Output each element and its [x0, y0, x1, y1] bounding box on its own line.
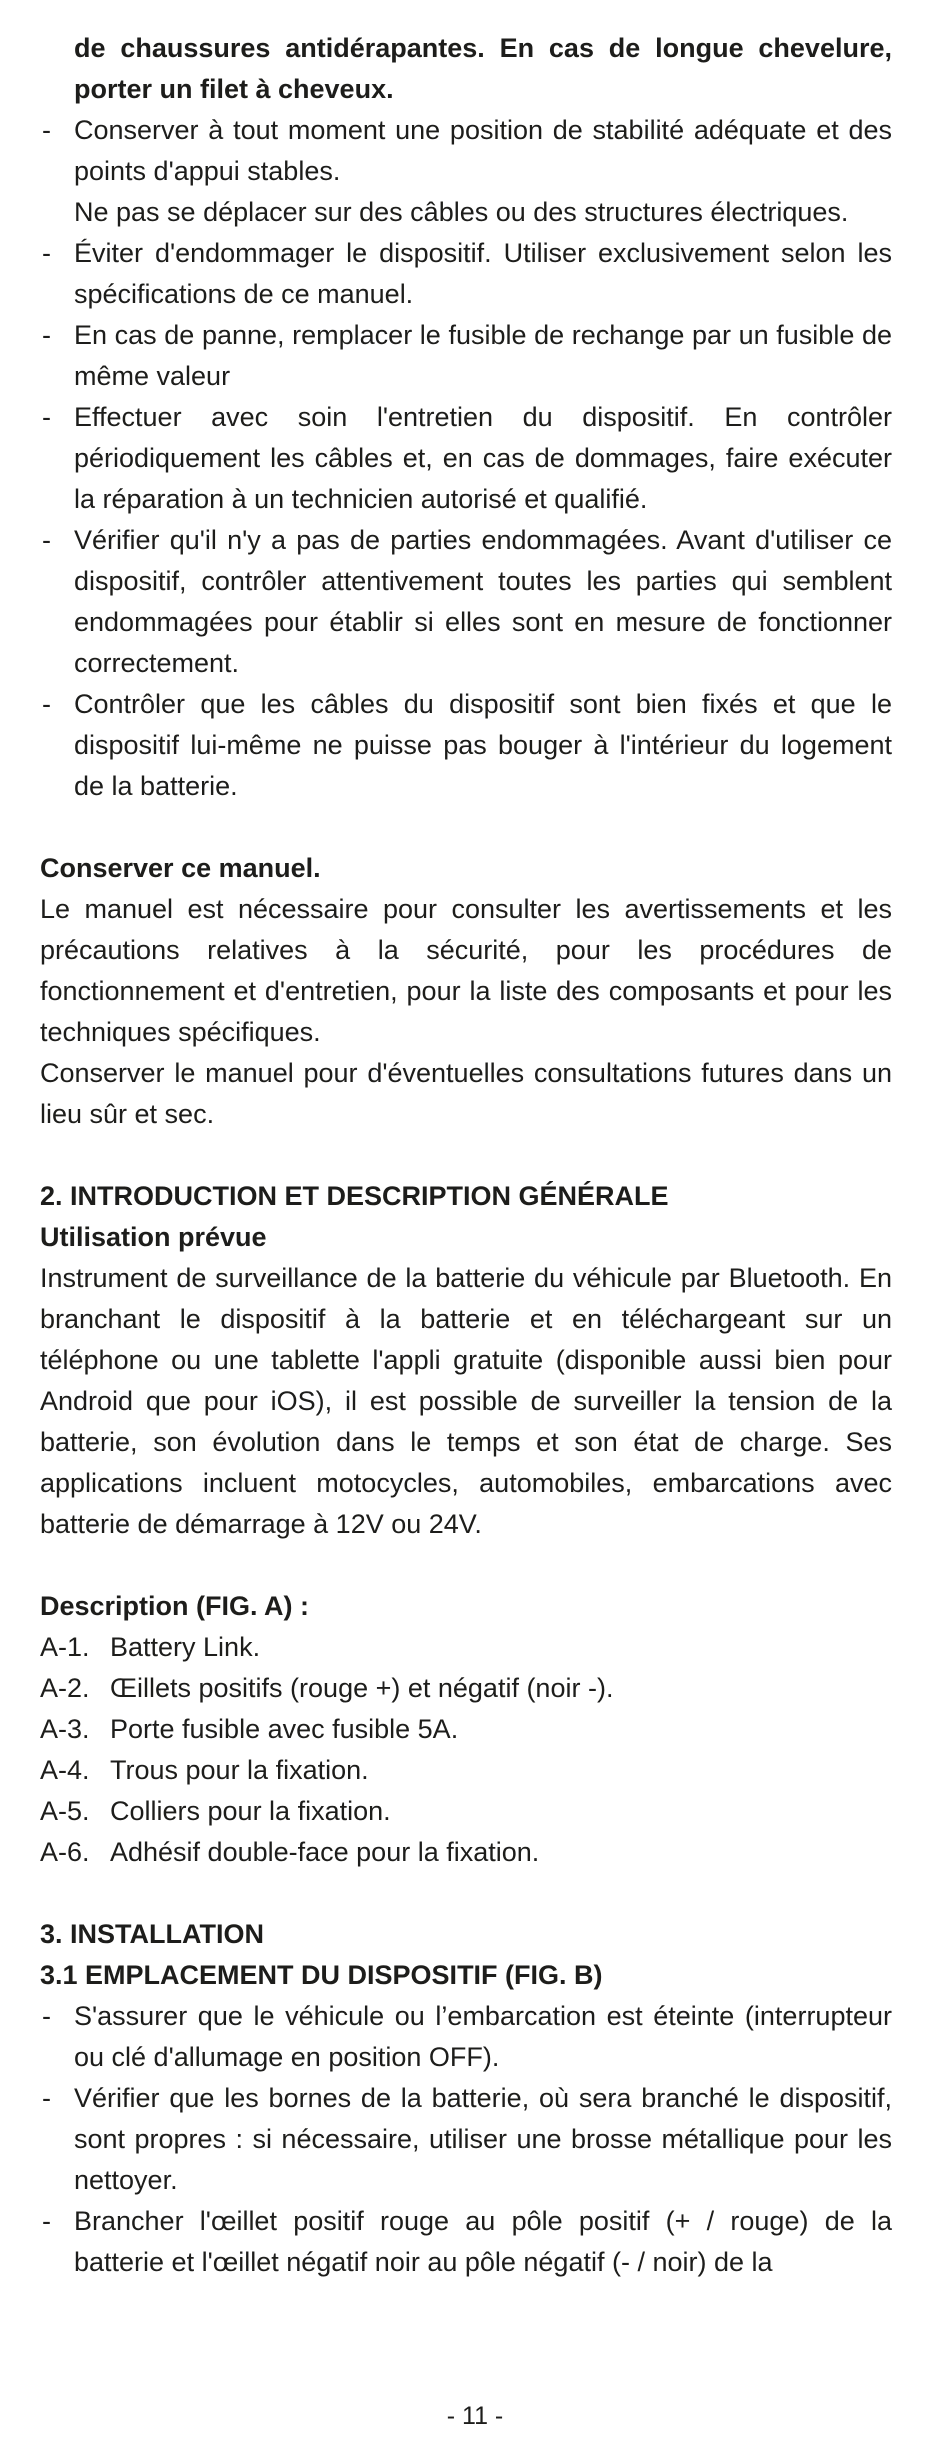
manual-page — [40, 28, 892, 2283]
list-item — [40, 315, 892, 397]
manual-heading: Conserver ce manuel. — [40, 853, 321, 883]
spacer — [40, 1873, 892, 1914]
list-item-text: Effectuer avec soin l'entretien du dispositif. En contrôler périodiquement les câbles et, en cas de dommages, faire exécuter la réparation à un technicien autorisé et qualifié. — [74, 402, 892, 514]
list-dash: - — [42, 320, 51, 350]
manual-paragraph: Le manuel est nécessaire pour consulter les avertissements et les précautions relatives à la sécurité, pour les procédures de fonctionnement et d'entretien, pour la liste des composants et pour les techniques spécifiques. — [40, 894, 892, 1047]
list-dash: - — [42, 115, 51, 145]
subsection-heading: 3.1 EMPLACEMENT DU DISPOSITIF (FIG. B) — [40, 1960, 603, 1990]
list-item — [40, 233, 892, 315]
list-item-extra: Ne pas se déplacer sur des câbles ou des structures électriques. — [74, 197, 849, 227]
description-heading: Description (FIG. A) : — [40, 1591, 309, 1621]
description-item — [40, 1668, 892, 1709]
list-dash: - — [42, 402, 51, 432]
list-item-text: En cas de panne, remplacer le fusible de rechange par un fusible de même valeur — [74, 320, 892, 391]
list-item-text: S'assurer que le véhicule ou l’embarcation est éteinte (interrupteur ou clé d'allumage en position OFF). — [74, 2001, 892, 2072]
list-item — [40, 1996, 892, 2078]
list-item-text: Conserver à tout moment une position de stabilité adéquate et des points d'appui stables. — [74, 115, 892, 186]
list-item-text: Vérifier que les bornes de la batterie, où sera branché le dispositif, sont propres : si nécessaire, utiliser une brosse métallique pour les nettoyer. — [74, 2083, 892, 2195]
description-code: A-1. — [40, 1632, 90, 1662]
description-item — [40, 1627, 892, 1668]
list-dash: - — [42, 2083, 51, 2113]
description-item — [40, 1709, 892, 1750]
spacer — [40, 1135, 892, 1176]
list-dash: - — [42, 2001, 51, 2031]
description-item — [40, 1832, 892, 1873]
list-dash: - — [42, 2206, 51, 2236]
description-code: A-6. — [40, 1837, 90, 1867]
list-item-text: Éviter d'endommager le dispositif. Utiliser exclusivement selon les spécifications de ce manuel. — [74, 238, 892, 309]
spacer — [40, 1545, 892, 1586]
description-code: A-3. — [40, 1714, 90, 1744]
safety-continuation: de chaussures antidérapantes. En cas de longue chevelure, porter un filet à cheveux. — [74, 33, 892, 104]
list-dash: - — [42, 689, 51, 719]
list-dash: - — [42, 525, 51, 555]
page-number: - 11 - — [446, 2402, 504, 2430]
description-item — [40, 1750, 892, 1791]
description-code: A-4. — [40, 1755, 90, 1785]
list-dash: - — [42, 238, 51, 268]
description-code: A-5. — [40, 1796, 90, 1826]
list-item-text: Brancher l'œillet positif rouge au pôle positif (+ / rouge) de la batterie et l'œillet négatif noir au pôle négatif (- / noir) de la — [74, 2206, 892, 2277]
list-item — [40, 110, 892, 192]
list-item — [40, 397, 892, 520]
list-item — [40, 684, 892, 807]
list-item — [40, 2201, 892, 2283]
description-item — [40, 1791, 892, 1832]
list-item — [40, 2078, 892, 2201]
section-heading: 2. INTRODUCTION ET DESCRIPTION GÉNÉRALE — [40, 1181, 669, 1211]
description-text: Œillets positifs (rouge +) et négatif (noir -). — [110, 1673, 614, 1703]
description-text: Colliers pour la fixation. — [110, 1796, 391, 1826]
list-item-text: Contrôler que les câbles du dispositif sont bien fixés et que le dispositif lui-même ne puisse pas bouger à l'intérieur du logement de la batterie. — [74, 689, 892, 801]
description-text: Porte fusible avec fusible 5A. — [110, 1714, 459, 1744]
description-text: Trous pour la fixation. — [110, 1755, 369, 1785]
description-text: Battery Link. — [110, 1632, 261, 1662]
intro-paragraph: Instrument de surveillance de la batterie du véhicule par Bluetooth. En branchant le dispositif à la batterie et en téléchargeant sur un téléphone ou une tablette l'appli gratuite (disponible aussi bien pour Android que pour iOS), il est possible de surveiller la tension de la batterie, son évolution dans le temps et son état de charge. Ses applications incluent motocycles, automobiles, embarcations avec batterie de démarrage à 12V ou 24V. — [40, 1263, 892, 1539]
subsection-heading: Utilisation prévue — [40, 1222, 267, 1252]
description-text: Adhésif double-face pour la fixation. — [110, 1837, 540, 1867]
section-heading: 3. INSTALLATION — [40, 1919, 264, 1949]
description-code: A-2. — [40, 1673, 90, 1703]
spacer — [40, 807, 892, 848]
list-item-text: Vérifier qu'il n'y a pas de parties endommagées. Avant d'utiliser ce dispositif, contrôler attentivement toutes les parties qui semblent endommagées pour établir si elles sont en mesure de fonctionner correctement. — [74, 525, 892, 678]
list-item — [40, 520, 892, 684]
manual-paragraph: Conserver le manuel pour d'éventuelles consultations futures dans un lieu sûr et sec. — [40, 1058, 892, 1129]
